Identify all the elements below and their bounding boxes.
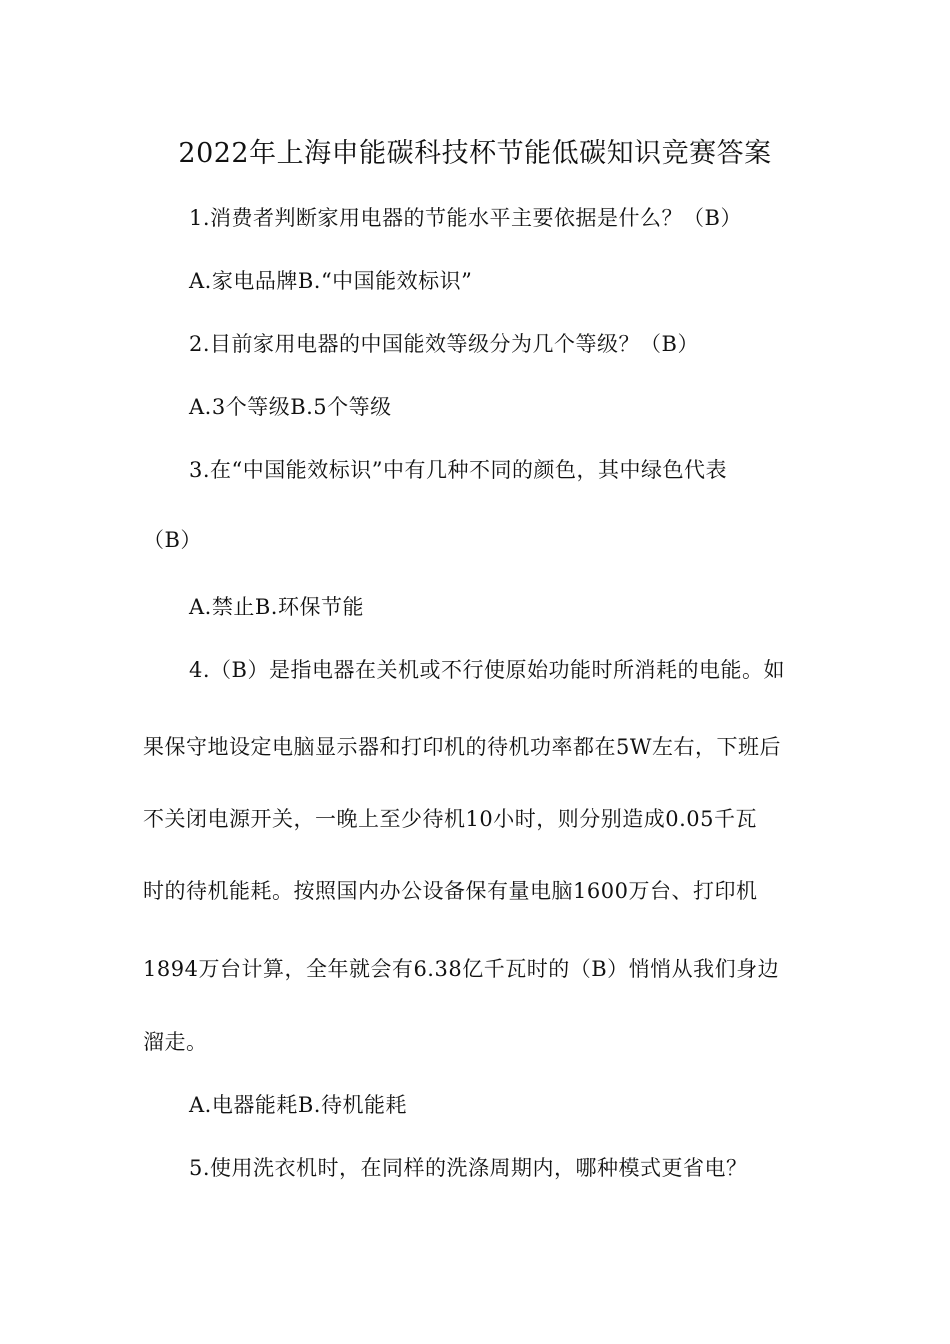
question-4-line-6: 溜走。 — [143, 1030, 208, 1054]
answer-options-2: A.3个等级B.5个等级 — [189, 395, 392, 419]
question-4-line-2: 果保守地设定电脑显示器和打印机的待机功率都在5W左右，下班后 — [143, 735, 781, 759]
question-3: 3.在“中国能效标识”中有几种不同的颜色，其中绿色代表 — [189, 458, 728, 482]
answer-options-4: A.电器能耗B.待机能耗 — [189, 1093, 407, 1117]
question-4-line-4: 时的待机能耗。按照国内办公设备保有量电脑1600万台、打印机 — [143, 879, 758, 903]
answer-options-1: A.家电品牌B.“中国能效标识” — [189, 269, 473, 293]
question-2: 2.目前家用电器的中国能效等级分为几个等级？（B） — [189, 332, 699, 356]
question-5: 5.使用洗衣机时，在同样的洗涤周期内，哪种模式更省电？ — [189, 1156, 748, 1180]
answer-options-3: A.禁止B.环保节能 — [189, 595, 364, 619]
document-title: 2022年上海申能碳科技杯节能低碳知识竞赛答案 — [178, 138, 772, 169]
question-4-line-5: 1894万台计算，全年就会有6.38亿千瓦时的（B）悄悄从我们身边 — [143, 957, 780, 981]
question-1: 1.消费者判断家用电器的节能水平主要依据是什么？（B） — [189, 206, 742, 230]
question-3-continued: （B） — [143, 528, 202, 552]
question-4: 4.（B）是指电器在关机或不行使原始功能时所消耗的电能。如 — [189, 658, 785, 682]
question-4-line-3: 不关闭电源开关，一晚上至少待机10小时，则分别造成0.05千瓦 — [143, 807, 757, 831]
